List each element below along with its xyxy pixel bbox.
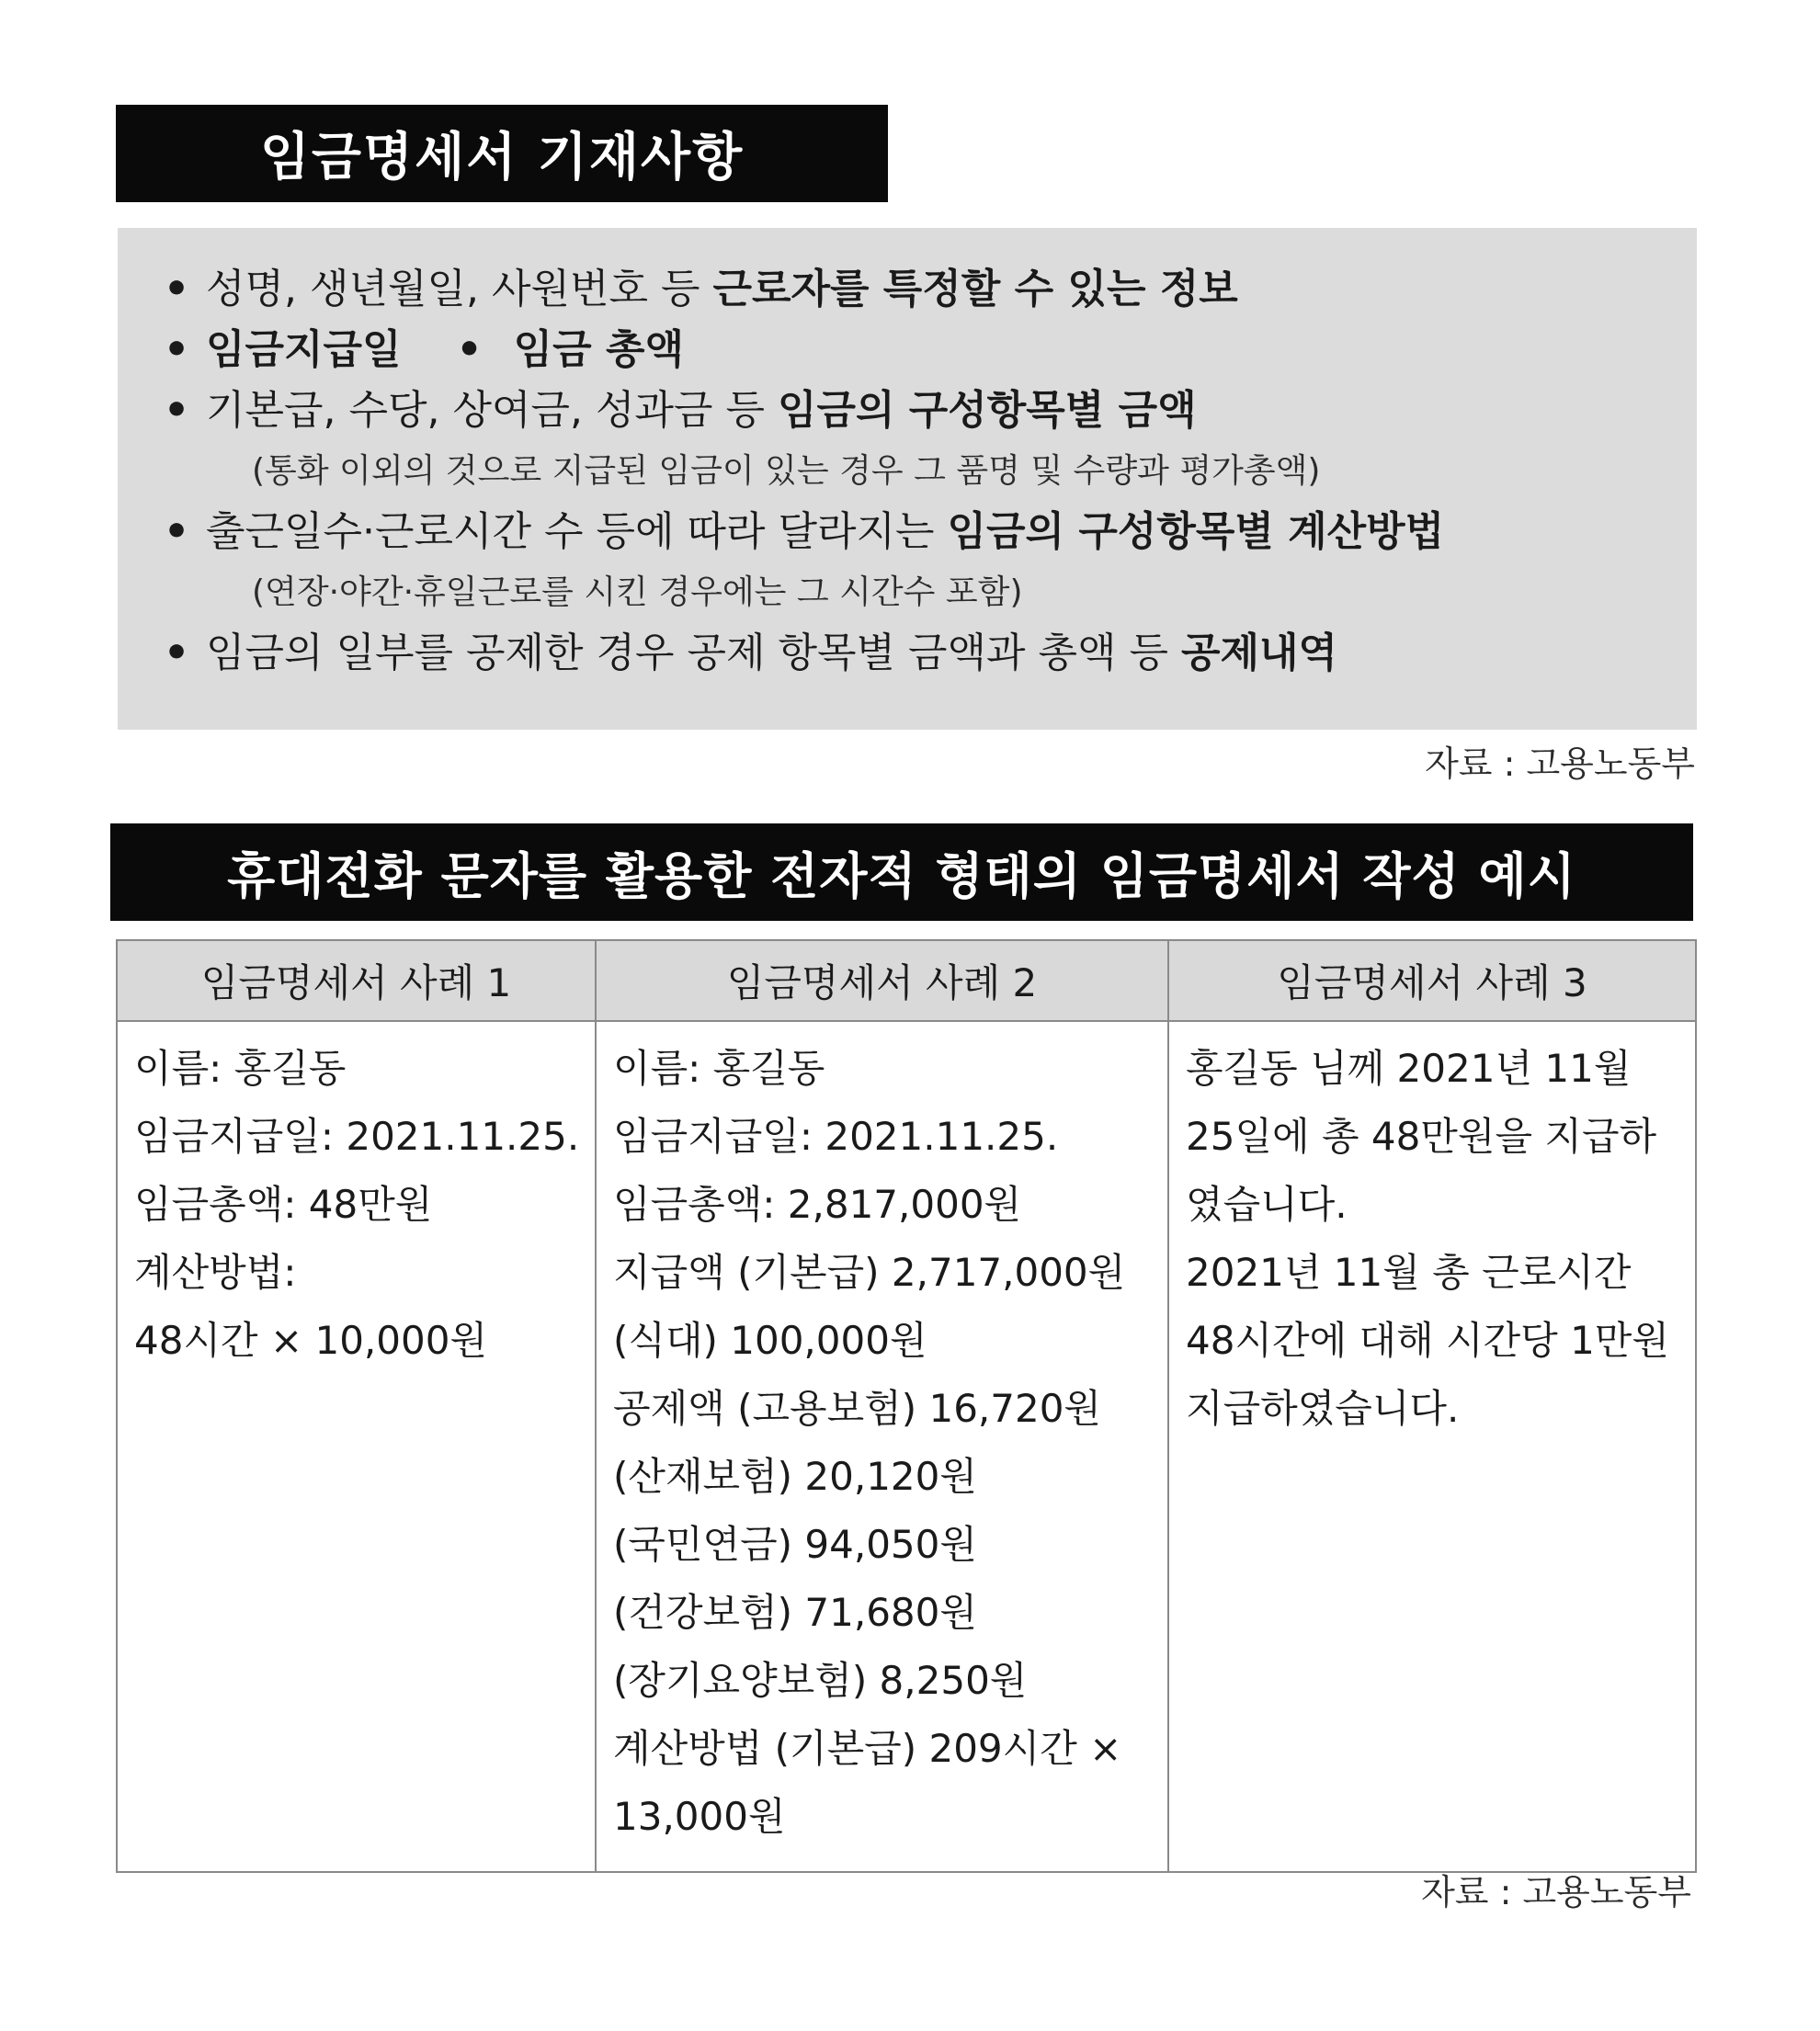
case-2-line: 13,000원 — [613, 1794, 786, 1839]
bullet-icon: • — [164, 387, 190, 434]
case-2-line: (식대) 100,000원 — [613, 1318, 927, 1363]
case-1-line: 48시간 × 10,000원 — [134, 1318, 488, 1363]
case-2-line: 이름: 홍길동 — [613, 1046, 825, 1091]
case-2-line: 지급액 (기본급) 2,717,000원 — [613, 1250, 1126, 1295]
table-row — [117, 1021, 1696, 1872]
bullet-icon: • — [164, 630, 190, 676]
case-2-cell — [596, 1021, 1168, 1872]
requirement-item-3: • 기본급, 수당, 상여금, 성과금 등 임금의 구성항목별 금액 — [164, 380, 1697, 441]
case-3-cell — [1168, 1021, 1696, 1872]
requirements-box — [118, 228, 1697, 730]
case-1-line: 계산방법: — [134, 1250, 297, 1295]
case-3-paragraph: 홍길동 님께 2021년 11월 25일에 총 48만원을 지급하였습니다. — [1186, 1046, 1657, 1227]
requirement-item-1: • 성명, 생년월일, 사원번호 등 근로자를 특정할 수 있는 정보 — [164, 259, 1697, 320]
case-2-line: (산재보험) 20,120원 — [613, 1454, 977, 1499]
section1-title: 임금명세서 기재사항 — [116, 105, 888, 202]
section2-title: 휴대전화 문자를 활용한 전자적 형태의 임금명세서 작성 예시 — [110, 823, 1693, 921]
case-2-line: (국민연금) 94,050원 — [613, 1522, 977, 1567]
bullet-icon: • — [164, 266, 190, 312]
requirement-item-5: • 임금의 일부를 공제한 경우 공제 항목별 금액과 총액 등 공제내역 — [164, 623, 1697, 684]
header-case-1: 임금명세서 사례 1 — [117, 940, 596, 1021]
header-case-3: 임금명세서 사례 3 — [1168, 940, 1696, 1021]
case-3-paragraph: 2021년 11월 총 근로시간 48시간에 대해 시간당 1만원 지급하였습니다. — [1186, 1250, 1669, 1431]
case-1-line: 이름: 홍길동 — [134, 1046, 347, 1091]
header-case-2: 임금명세서 사례 2 — [596, 940, 1168, 1021]
requirement-note-1: (통화 이외의 것으로 지급된 임금이 있는 경우 그 품명 및 수량과 평가총액) — [252, 452, 1321, 490]
table-header-row — [117, 940, 1696, 1021]
case-2-line: 임금총액: 2,817,000원 — [613, 1182, 1022, 1227]
case-2-line: 임금지급일: 2021.11.25. — [613, 1114, 1059, 1159]
bullet-icon: • — [164, 326, 190, 373]
case-2-line: (건강보험) 71,680원 — [613, 1590, 977, 1635]
source-note-2: 자료 : 고용노동부 — [1421, 1872, 1691, 1912]
case-2-line: (장기요양보험) 8,250원 — [613, 1658, 1028, 1703]
requirement-note-2: (연장·야간·휴일근로를 시킨 경우에는 그 시간수 포함) — [252, 573, 1023, 611]
case-2-line: 계산방법 (기본급) 209시간 × — [613, 1726, 1122, 1771]
case-1-cell — [117, 1021, 596, 1872]
requirement-item-2: • 임금지급일 • 임금 총액 — [164, 320, 1697, 380]
requirement-item-4: • 출근일수·근로시간 수 등에 따라 달라지는 임금의 구성항목별 계산방법 — [164, 502, 1697, 562]
bullet-icon: • — [456, 326, 483, 373]
case-2-line: 공제액 (고용보험) 16,720원 — [613, 1386, 1102, 1431]
source-note-1: 자료 : 고용노동부 — [1425, 743, 1695, 784]
case-1-line: 임금지급일: 2021.11.25. — [134, 1114, 580, 1159]
payslip-examples-table — [116, 939, 1697, 1873]
bullet-icon: • — [164, 508, 190, 555]
case-1-line: 임금총액: 48만원 — [134, 1182, 433, 1227]
